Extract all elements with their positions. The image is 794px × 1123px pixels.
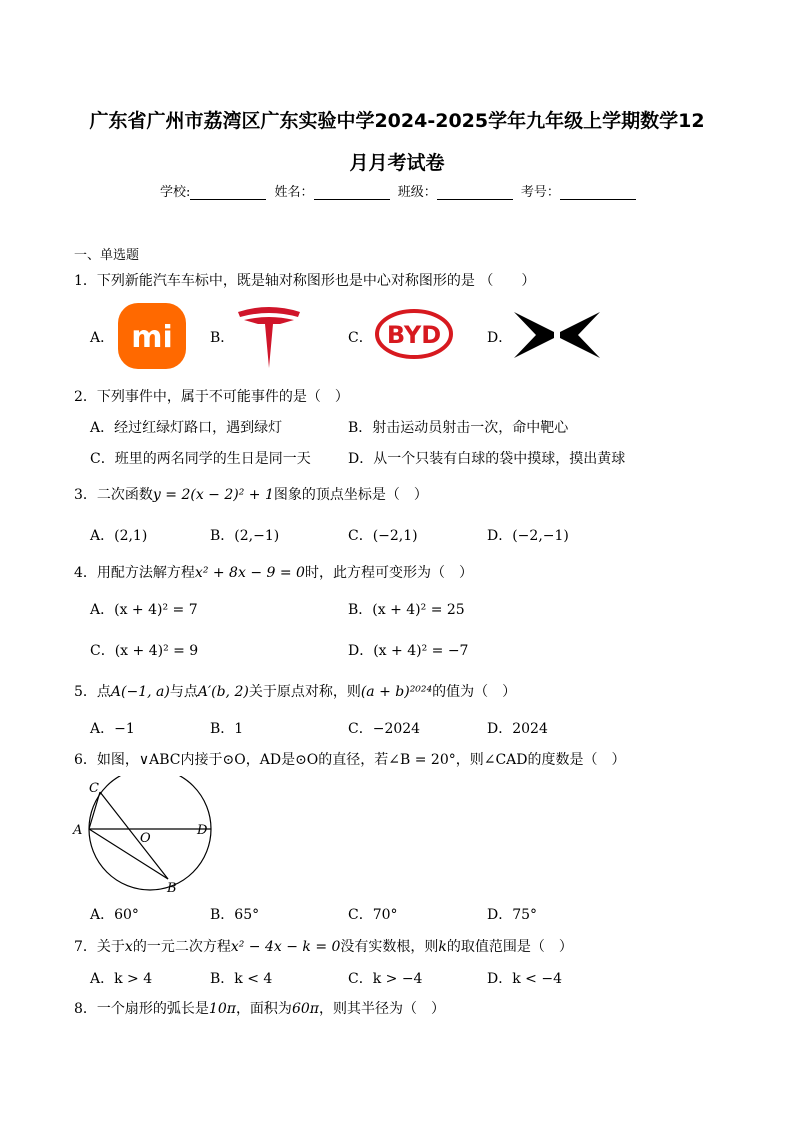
- q4-pre: 4．用配方法解方程: [74, 565, 195, 581]
- q7-option-d: D．k < −4: [487, 971, 562, 987]
- q4-post: 时，此方程可变形为（ ）: [304, 565, 473, 581]
- label-o: O: [140, 831, 151, 846]
- q5-mid2: 关于原点对称，则: [248, 684, 361, 700]
- section-heading: 一、单选题: [74, 248, 140, 263]
- q2-option-a: A．经过红绿灯路口，遇到绿灯: [90, 420, 283, 436]
- q3-option-b: B．(2,−1): [210, 528, 280, 544]
- page-title-line2: 月月考试卷: [349, 152, 445, 174]
- q3-option-a: A．(2,1): [90, 528, 148, 544]
- q5-option-c: C．−2024: [348, 721, 421, 737]
- q1-option-c-label: C．: [348, 330, 373, 346]
- q7-var-k: k: [438, 939, 447, 955]
- q8-area: 60π: [291, 1001, 319, 1017]
- school-blank[interactable]: [190, 185, 266, 200]
- question-7-stem: [74, 936, 573, 956]
- q4-option-b: B．(x + 4)² = 25: [348, 602, 465, 618]
- class-blank[interactable]: [437, 185, 513, 200]
- question-3-stem: [74, 484, 428, 504]
- student-info-row: [160, 181, 640, 200]
- q3-function: y = 2(x − 2)² + 1: [152, 487, 274, 503]
- q3-option-d: D．(−2,−1): [487, 528, 569, 544]
- q4-equation: x² + 8x − 9 = 0: [194, 565, 305, 581]
- q7-option-a: A．k > 4: [90, 971, 153, 987]
- q7-pre: 7．关于: [74, 939, 125, 955]
- q8-pre: 8．一个扇形的弧长是: [74, 1001, 209, 1017]
- label-a: A: [73, 823, 83, 838]
- q4-option-c: C．(x + 4)² = 9: [90, 643, 199, 659]
- q8-post: ，则其半径为（ ）: [318, 1001, 445, 1017]
- question-6-stem: 6．如图，∨ABC内接于⊙O，AD是⊙O的直径，若∠B = 20°，则∠CAD的度数是（ ）: [74, 752, 626, 768]
- page-title: 广东省广州市荔湾区广东实验中学2024-2025学年九年级上学期数学12: [89, 110, 705, 132]
- q1-option-a-label: A．: [90, 330, 115, 346]
- q6-option-a: A．60°: [90, 907, 139, 923]
- q8-arc: 10π: [208, 1001, 236, 1017]
- q5-option-d: D．2024: [487, 721, 548, 737]
- q7-option-c: C．k > −4: [348, 971, 423, 987]
- q5-pre: 5．点: [74, 684, 111, 700]
- tesla-logo-icon: [236, 304, 302, 370]
- q3-pre: 3．二次函数: [74, 487, 153, 503]
- circle-diagram: [70, 776, 220, 898]
- q7-mid2: 没有实数根，则: [340, 939, 439, 955]
- q2-option-b: B．射击运动员射击一次，命中靶心: [348, 420, 569, 436]
- xpeng-logo-icon: [512, 310, 602, 360]
- q6-option-c: C．70°: [348, 907, 398, 923]
- q1-option-b-label: B．: [210, 330, 235, 346]
- q5-point-a: A(−1, a): [110, 684, 170, 700]
- label-b: B: [167, 881, 177, 896]
- q7-post: 的取值范围是（ ）: [446, 939, 573, 955]
- question-5-stem: [74, 681, 516, 701]
- school-label: 学校:: [160, 185, 191, 200]
- q5-mid: 与点: [169, 684, 198, 700]
- q8-mid: ，面积为: [235, 1001, 292, 1017]
- byd-logo-icon: [374, 308, 454, 360]
- xiaomi-logo-text: mi: [131, 320, 173, 355]
- question-2-stem: 2．下列事件中，属于不可能事件的是（ ）: [74, 389, 349, 405]
- label-c: C: [89, 781, 99, 796]
- q6-option-b: B．65°: [210, 907, 260, 923]
- q4-option-a: A．(x + 4)² = 7: [90, 602, 198, 618]
- q3-option-c: C．(−2,1): [348, 528, 418, 544]
- q2-option-d: D．从一个只装有白球的袋中摸球，摸出黄球: [348, 451, 626, 467]
- q5-option-b: B．1: [210, 721, 244, 737]
- q5-post: 的值为（ ）: [432, 684, 517, 700]
- name-label: 姓名：: [274, 185, 314, 200]
- q5-expression: (a + b)²⁰²⁴: [360, 684, 433, 700]
- question-4-stem: [74, 562, 473, 582]
- exam-no-label: 考号：: [520, 185, 560, 200]
- name-blank[interactable]: [314, 185, 390, 200]
- q7-equation: x² − 4x − k = 0: [230, 939, 341, 955]
- exam-no-blank[interactable]: [560, 185, 636, 200]
- q5-option-a: A．−1: [90, 721, 135, 737]
- q7-option-b: B．k < 4: [210, 971, 273, 987]
- q7-var-x: x: [124, 939, 133, 955]
- question-8-stem: [74, 998, 445, 1018]
- byd-logo-text: BYD: [386, 321, 442, 349]
- q5-point-a-prime: A′(b, 2): [197, 684, 249, 700]
- q1-option-d-label: D．: [487, 330, 513, 346]
- class-label: 班级：: [397, 185, 437, 200]
- q2-option-c: C．班里的两名同学的生日是同一天: [90, 451, 311, 467]
- label-d: D: [197, 823, 208, 838]
- q4-option-d: D．(x + 4)² = −7: [348, 643, 469, 659]
- xiaomi-logo-icon: [118, 303, 186, 369]
- q3-post: 图象的顶点坐标是（ ）: [273, 487, 428, 503]
- q7-mid: 的一元二次方程: [132, 939, 231, 955]
- q6-option-d: D．75°: [487, 907, 538, 923]
- question-1-stem: 1．下列新能汽车车标中，既是轴对称图形也是中心对称图形的是 （ ）: [74, 273, 536, 289]
